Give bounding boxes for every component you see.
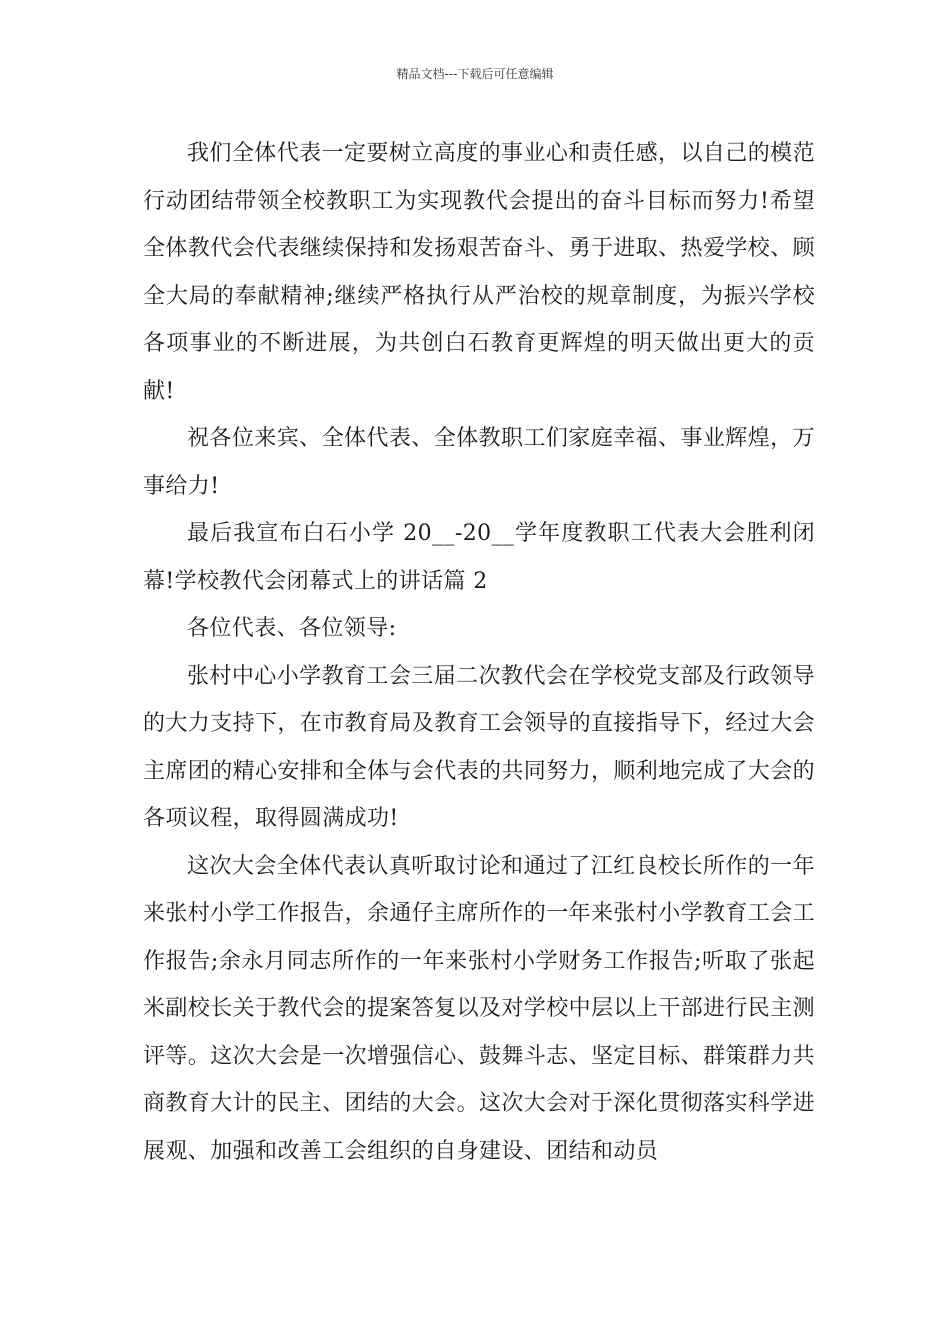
paragraph-conference-summary: 这次大会全体代表认真听取讨论和通过了江红良校长所作的一年来张村小学工作报告，余通仔主席所作的一年来张村小学教育工会工作报告;余永月同志所作的一年来张村小学财务工作报告;听取了张起米副校长关于教代会的提案答复以及对学校中层以上干部进行民主测评等。这次大会是一次增强信心、鼓舞斗志、坚定目标、群策群力共商教育大计的民主、团结的大会。这次大会对于深化贯彻落实科学进展观、加强和改善工会组织的自身建设、团结和动员 <box>143 853 816 1164</box>
document-body <box>143 130 815 1175</box>
paragraph-closing-call: 我们全体代表一定要树立高度的事业心和责任感，以自己的模范行动团结带领全校教职工为实现教代会提出的奋斗目标而努力!希望全体教代会代表继续保持和发扬艰苦奋斗、勇于进取、热爱学校、顾全大局的奉献精神;继续严格执行从严治校的规章制度，为振兴学校各项事业的不断进展，为共创白石教育更辉煌的明天做出更大的贡献! <box>143 141 816 404</box>
paragraph-closing-announcement: 最后我宣布白石小学 20__-20__学年度教职工代表大会胜利闭幕!学校教代会闭幕式上的讲话篇 2 <box>143 521 815 594</box>
paragraph-wishes: 祝各位来宾、全体代表、全体教职工们家庭幸福、事业辉煌，万事给力! <box>143 426 815 499</box>
paragraph-conference-success: 张村中心小学教育工会三届二次教代会在学校党支部及行政领导的大力支持下，在市教育局及教育工会领导的直接指导下，经过大会主席团的精心安排和全体与会代表的共同努力，顺利地完成了大会的各项议程，取得圆满成功! <box>143 663 816 831</box>
page-header: 精品文档---下载后可任意编辑 <box>396 67 554 81</box>
paragraph-salutation: 各位代表、各位领导: <box>187 616 397 641</box>
